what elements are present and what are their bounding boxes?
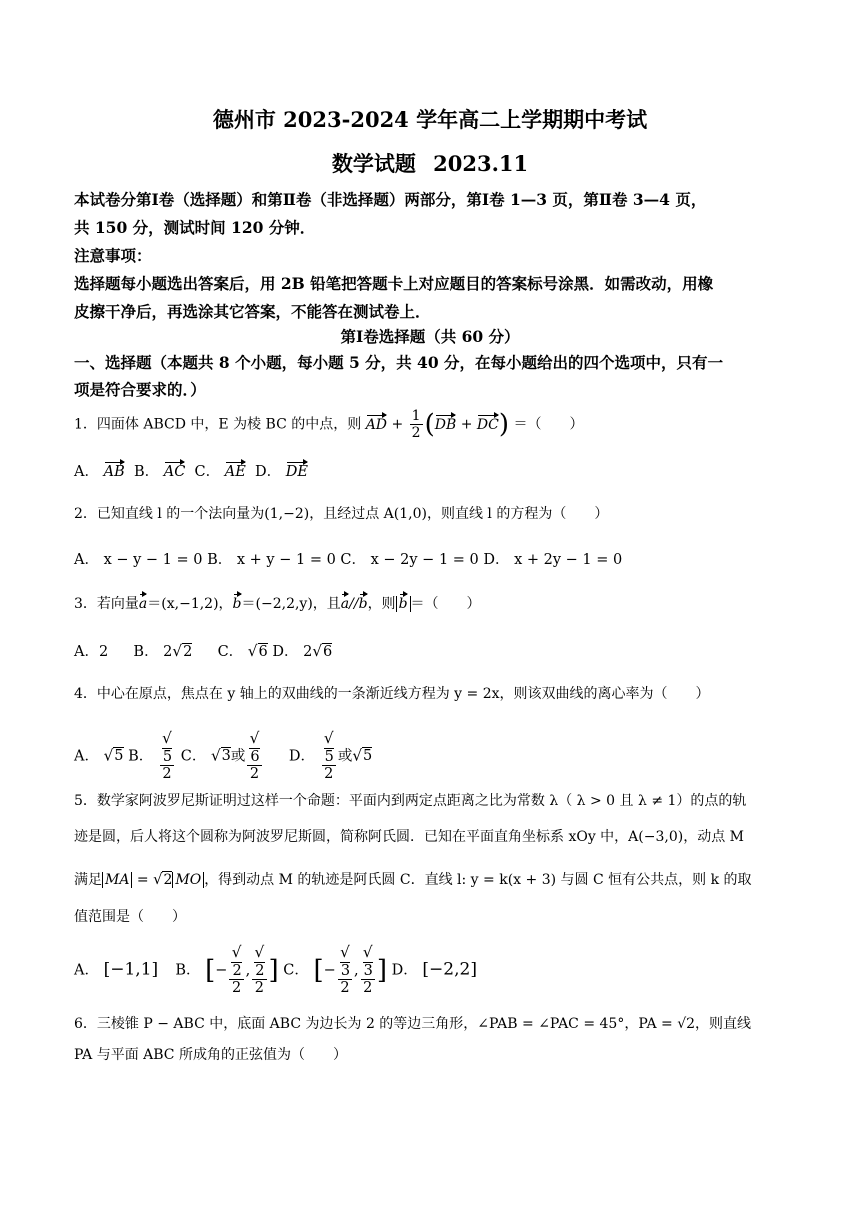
q4-option-c-label: C．	[180, 748, 207, 765]
question-3-stem: 3．若向量a＝(x,−1,2)，b＝(−2,2,y)，且a//b，则 b ＝（ ）	[74, 596, 481, 612]
q1-stem-post: ＝（ ）	[513, 416, 584, 433]
question-5-line-3: 满足 MA = √2 MO ，得到动点 M 的轨迹是阿氏圆 C．直线 l: y = k(x + 3) 与圆 C 恒有公共点，则 k 的取	[74, 871, 752, 888]
q3-stem-end: ＝（ ）	[410, 596, 481, 612]
q1-stem-pre: 1．四面体 ABCD 中，E 为棱 BC 的中点，则	[74, 416, 362, 433]
question-1-stem: 1．四面体 ABCD 中，E 为棱 BC 的中点，则 AD + $\frac{1}{2}$ (DB + DC) ＝（ ）	[74, 408, 584, 442]
q4-or-2: 或	[337, 748, 353, 765]
q5-option-d-label: D．	[391, 962, 418, 979]
question-4-stem: 4．中心在原点，焦点在 y 轴上的双曲线的一条渐近线方程为 y = 2x，则该双曲线的离心率为（ ）	[74, 686, 710, 702]
q3-option-c-label: C．	[217, 644, 244, 660]
question-5-options: A． [−1,1] B． [− √ 2 2 , √ 2 2 ] C． [− √ 3 2 , √ 3 2 ] D． [−2,2]	[74, 943, 477, 997]
intro-line-2: 共 150 分，测试时间 120 分钟．	[74, 218, 316, 237]
q3-option-a: A．2	[74, 644, 109, 660]
question-3-options: A．2 B． 2√2 C． √6 D． 2√6	[74, 642, 333, 660]
question-6-line-2: PA 与平面 ABC 所成角的正弦值为（ ）	[74, 1047, 347, 1063]
question-4-options: A． √5 B． √ 5 2 C． √3或 √ 6 2 D． √ 5 2 或√5	[74, 729, 373, 783]
q3-stem-pre: 3．若向量	[74, 596, 139, 612]
question-5-line-1: 5．数学家阿波罗尼斯证明过这样一个命题：平面内到两定点距离之比为常数 λ（ λ > 0 且 λ ≠ 1）的点的轨	[74, 793, 747, 809]
question-5-line-4: 值范围是（ ）	[74, 909, 186, 925]
q3-option-b-label: B．	[133, 644, 159, 660]
exam-title: 德州市 2023-2024 学年高二上学期期中考试	[212, 107, 648, 132]
q5-line3-pre: 满足	[74, 872, 102, 888]
question-2-options: A． x − y − 1 = 0 B． x + y − 1 = 0 C． x − 2y − 1 = 0 D． x + 2y − 1 = 0	[74, 552, 623, 568]
question-6-line-1: 6．三棱锥 P − ABC 中，底面 ABC 为边长为 2 的等边三角形，∠PAB = ∠PAC = 45°，PA = √2，则直线	[74, 1016, 752, 1032]
notes-line-2: 皮擦干净后，再选涂其它答案，不能答在测试卷上．	[74, 302, 431, 321]
intro-line-1: 本试卷分第Ⅰ卷（选择题）和第Ⅱ卷（非选择题）两部分，第Ⅰ卷 1—3 页，第Ⅱ卷 3—4 页，	[74, 190, 707, 209]
q4-option-a-label: A．	[74, 748, 99, 765]
exam-subtitle: 数学试题 2023.11	[331, 151, 529, 176]
notes-line-1: 选择题每小题选出答案后，用 2B 铅笔把答题卡上对应题目的答案标号涂黑．如需改动，用橡	[74, 274, 714, 293]
q3-stem-mid2: ＝(−2,2,y)，且	[241, 596, 341, 612]
q1-option-a-label: A．	[74, 464, 99, 480]
section-heading-line-1: 一、选择题（本题共 8 个小题，每小题 5 分，共 40 分，在每小题给出的四个选项中，只有一	[74, 353, 724, 372]
q1-option-c-label: C．	[194, 464, 221, 480]
q5-option-b-label: B．	[175, 962, 201, 979]
q1-option-d-label: D．	[255, 464, 282, 480]
question-2-stem: 2．已知直线 l 的一个法向量为(1,−2)，且经过点 A(1,0)，则直线 l 的方程为（ ）	[74, 506, 609, 522]
q4-option-d-label: D．	[288, 748, 315, 765]
question-5-line-2: 迹是圆，后人将这个圆称为阿波罗尼斯圆，简称阿氏圆．已知在平面直角坐标系 xOy 中，A(−3,0)，动点 M	[74, 829, 744, 845]
notes-title: 注意事项：	[74, 246, 152, 265]
q5-option-c-label: C．	[283, 962, 309, 979]
section-title: 第Ⅰ卷选择题（共 60 分）	[340, 327, 520, 346]
q3-stem-post: ，则	[367, 596, 396, 612]
q1-option-b-label: B．	[133, 464, 160, 480]
q4-option-b-label: B．	[128, 748, 154, 765]
q3-stem-mid1: ＝(x,−1,2)，	[147, 596, 233, 612]
q3-option-d-label: D．	[272, 644, 299, 660]
q5-line3-post: ，得到动点 M 的轨迹是阿氏圆 C．直线 l: y = k(x + 3) 与圆 C 恒有公共点，则 k 的取	[204, 872, 752, 888]
q5-option-a-label: A．	[74, 962, 99, 979]
question-1-options: A． AB B． AC C． AE D． DE	[74, 464, 308, 480]
q4-or-1: 或	[230, 748, 246, 765]
section-heading-line-2: 项是符合要求的．）	[74, 380, 206, 399]
